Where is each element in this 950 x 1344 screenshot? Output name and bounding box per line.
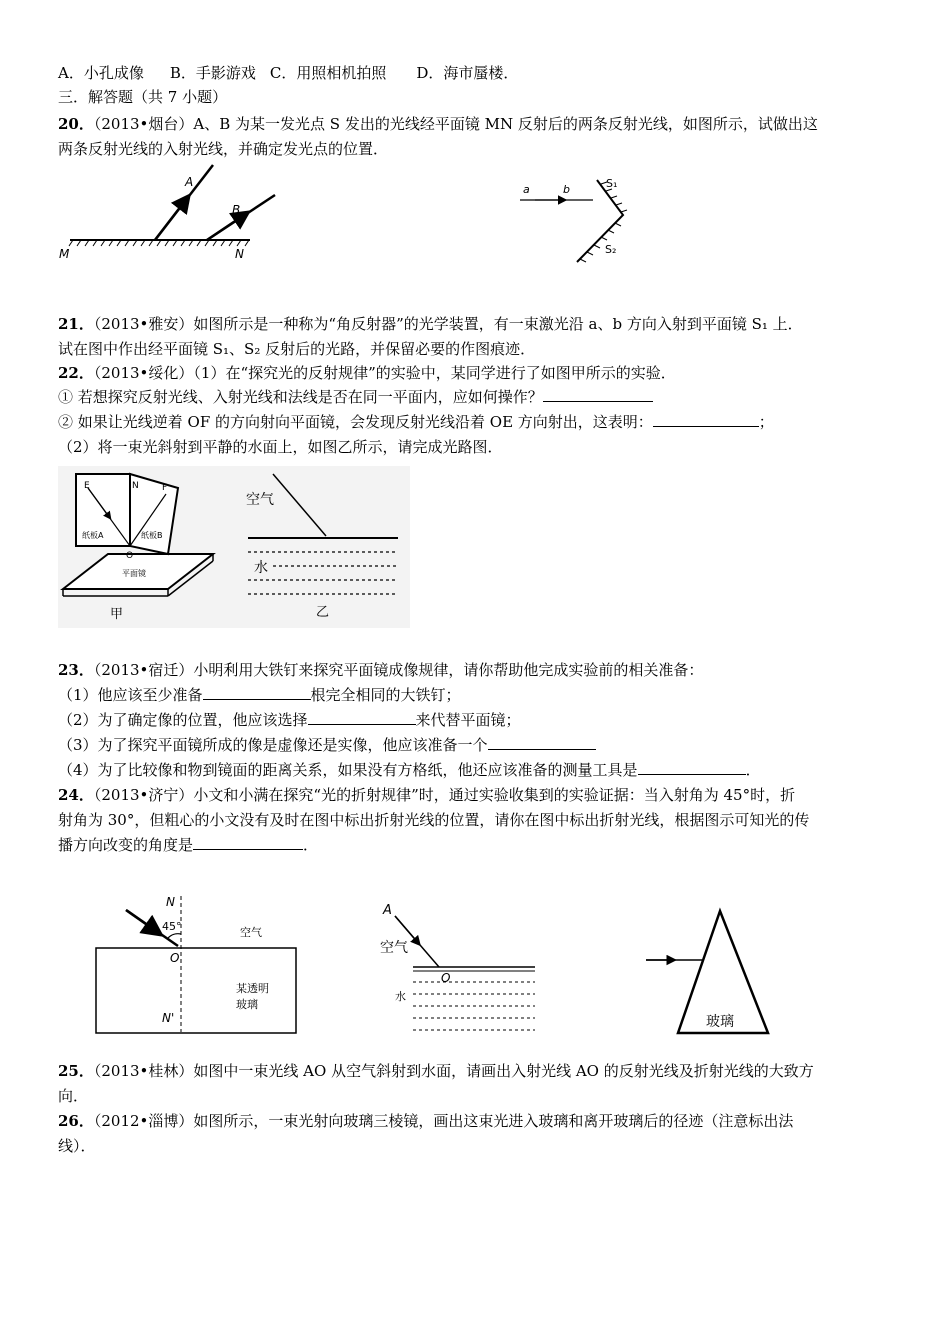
option-c: C．用照相机拍照 <box>269 64 387 82</box>
q23-part1 <box>58 684 461 706</box>
label-water: 水 <box>395 990 406 1003</box>
label-o: O <box>126 551 134 561</box>
q24-text3: 播方向改变的角度是 <box>58 836 194 854</box>
q20-number: 20． <box>58 115 94 133</box>
q20-text1: （2013•烟台）A、B 为某一发光点 S 发出的光线经平面镜 MN 反射后的两条反射光线，如图所示，试做出这 <box>93 115 818 133</box>
q25-number: 25． <box>58 1062 94 1080</box>
label-angle: 45° <box>162 920 182 933</box>
label-o: O <box>170 951 180 965</box>
q23-number: 23． <box>58 661 94 679</box>
q21-text1: （2013•雅安）如图所示是一种称为“角反射器”的光学装置，有一束激光沿 a、b 方向入射到平面镜 S₁ 上． <box>93 315 803 333</box>
q23-p2b: 来代替平面镜； <box>415 711 521 729</box>
q24-text1: （2013•济宁）小文和小满在探究“光的折射规律”时，通过实验收集到的实验证据：当入射角为 45°时，折 <box>93 786 796 804</box>
label-b: B <box>232 203 241 217</box>
label-n: N <box>132 481 139 491</box>
label-o: O <box>441 971 451 985</box>
label-mirror: 平面镜 <box>122 569 146 578</box>
option-b: B．手影游戏 <box>169 64 256 82</box>
label-yi: 乙 <box>316 605 330 620</box>
q23-p1b: 根完全相同的大铁钉； <box>310 686 461 704</box>
label-water: 水 <box>254 560 268 576</box>
label-board-b: 纸板B <box>141 531 163 540</box>
q22-line1 <box>58 362 676 384</box>
label-b: b <box>563 183 570 196</box>
q22-text2: ① 若想探究反射光线、入射光线和法线是否在同一平面内，应如何操作？ <box>58 388 543 406</box>
q25-water-surface-figure <box>375 900 545 1040</box>
q26-text1: （2012•淄博）如图所示，一束光射向玻璃三棱镜，画出这束光进入玻璃和离开玻璃后的径迹（注意标出法 <box>93 1112 794 1130</box>
q23-p3a: （3）为了探究平面镜所成的像是虚像还是实像，他应该准备一个 <box>58 736 488 754</box>
q23-p4b: ． <box>745 761 761 779</box>
q20-line2: 两条反射光线的入射光线，并确定发光点的位置． <box>58 140 389 158</box>
q22-number: 22． <box>58 364 94 382</box>
label-air: 空气 <box>240 926 262 939</box>
q22-line3 <box>58 411 774 433</box>
answer-blank[interactable] <box>308 710 416 725</box>
label-a: A <box>185 175 194 189</box>
q24-line3 <box>58 834 318 856</box>
q24-text3-end: ． <box>303 836 319 854</box>
label-e: E <box>84 481 90 491</box>
q24-number: 24． <box>58 786 94 804</box>
label-a: A <box>383 903 392 918</box>
q26-prism-figure <box>640 905 780 1040</box>
answer-blank[interactable] <box>653 412 759 427</box>
label-f: F <box>162 483 168 493</box>
q26-number: 26． <box>58 1112 94 1130</box>
section-heading: 三．解答题（共 7 小题） <box>58 88 228 106</box>
answer-blank[interactable] <box>543 387 653 402</box>
q23-part4 <box>58 759 761 781</box>
q23-part2 <box>58 709 521 731</box>
q21-corner-reflector-figure <box>515 170 635 270</box>
q23-p1a: （1）他应该至少准备 <box>58 686 203 704</box>
label-medium2: 玻璃 <box>236 998 258 1011</box>
q21-line1 <box>58 313 803 335</box>
answer-blank[interactable] <box>488 735 596 750</box>
label-glass: 玻璃 <box>706 1014 734 1030</box>
q25-text1: （2013•桂林）如图中一束光线 AO 从空气斜射到水面，请画出入射光线 AO 的反射光线及折射光线的大致方 <box>93 1062 814 1080</box>
q26-line1 <box>58 1110 793 1132</box>
label-board-a: 纸板A <box>82 531 104 540</box>
label-n: N <box>235 247 244 261</box>
label-n-prime: N' <box>162 1011 175 1025</box>
q22-reflection-water-figure <box>58 466 410 628</box>
options-line <box>58 62 518 84</box>
option-d: D．海市蜃楼． <box>416 64 519 82</box>
q24-line2: 射角为 30°，但粗心的小文没有及时在图中标出折射光线的位置，请你在图中标出折射光线，根据图示可知光的传 <box>58 811 810 829</box>
q22-text1: （2013•绥化）（1）在“探究光的反射规律”的实验中，某同学进行了如图甲所示的实验． <box>93 364 676 382</box>
q22-text3-end: ； <box>758 413 774 431</box>
q23-part3 <box>58 734 596 756</box>
q23-p2a: （2）为了确定像的位置，他应该选择 <box>58 711 308 729</box>
q21-line2: 试在图中作出经平面镜 S₁、S₂ 反射后的光路，并保留必要的作图痕迹． <box>58 340 536 358</box>
label-s2: S₂ <box>605 243 617 256</box>
q25-line1 <box>58 1060 814 1082</box>
label-jia: 甲 <box>110 607 124 622</box>
q22-line4: （2）将一束光斜射到平静的水面上，如图乙所示，请完成光路图． <box>58 438 503 456</box>
answer-blank[interactable] <box>193 835 303 850</box>
q24-line1 <box>58 784 795 806</box>
label-m: M <box>59 247 70 261</box>
option-a: A．小孔成像 <box>58 64 144 82</box>
label-medium1: 某透明 <box>236 982 269 995</box>
answer-blank[interactable] <box>203 685 311 700</box>
q23-p4a: （4）为了比较像和物到镜面的距离关系，如果没有方格纸，他还应该准备的测量工具是 <box>58 761 638 779</box>
q20-mirror-figure <box>55 160 295 270</box>
q24-refraction-figure <box>90 890 300 1040</box>
q26-line2: 线）． <box>58 1137 96 1155</box>
answer-blank[interactable] <box>638 760 746 775</box>
q21-number: 21． <box>58 315 94 333</box>
q22-line2 <box>58 386 653 408</box>
q22-text3: ② 如果让光线逆着 OF 的方向射向平面镜，会发现反射光线沿着 OE 方向射出，这表明： <box>58 413 653 431</box>
label-a: a <box>523 183 530 196</box>
label-air: 空气 <box>380 940 408 956</box>
q23-text1: （2013•宿迁）小明利用大铁钉来探究平面镜成像规律，请你帮助他完成实验前的相关准备： <box>93 661 704 679</box>
q23-line1 <box>58 659 703 681</box>
label-air: 空气 <box>246 492 274 508</box>
label-n: N <box>166 895 175 909</box>
q20-line1 <box>58 113 818 135</box>
label-s1: S₁ <box>606 177 618 190</box>
q25-line2: 向． <box>58 1087 89 1105</box>
